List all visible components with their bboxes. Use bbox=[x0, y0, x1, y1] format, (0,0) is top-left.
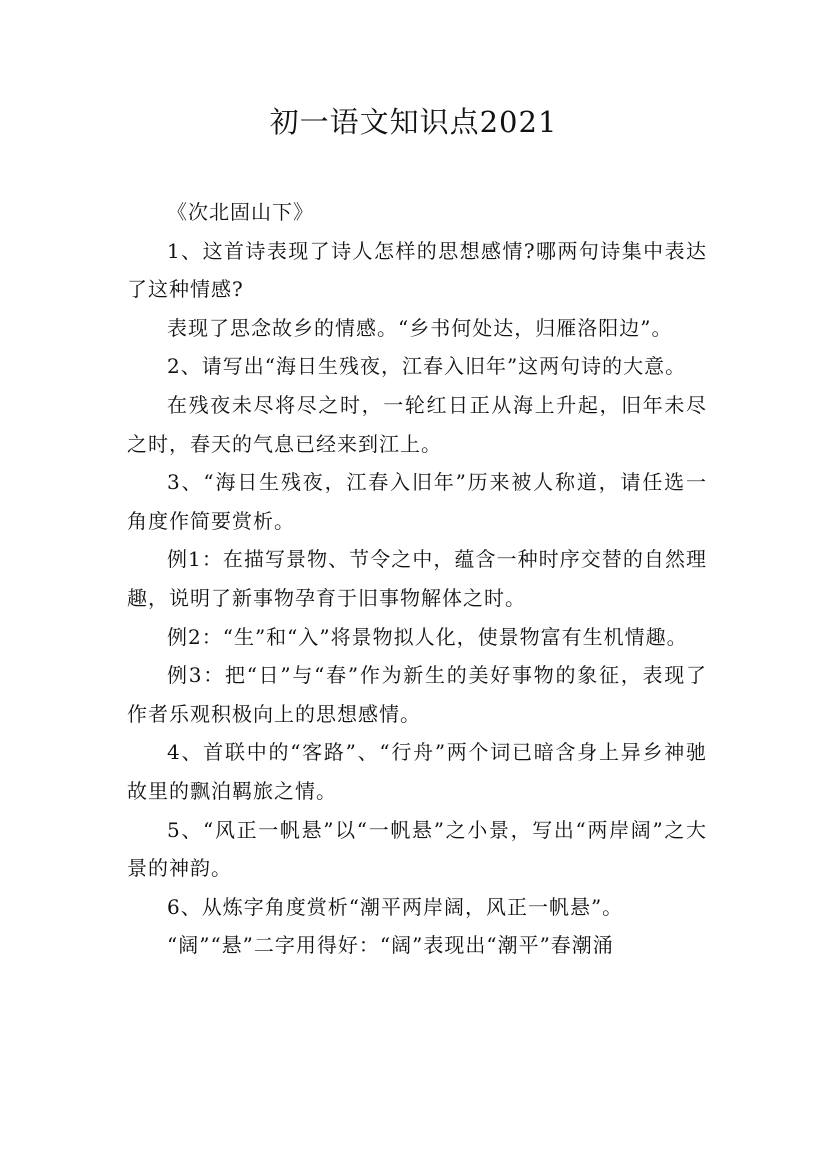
point-5: 5、“风正一帆悬”以“一帆悬”之小景，写出“两岸阔”之大景的神韵。 bbox=[127, 817, 707, 881]
answer-1: 表现了思念故乡的情感。“乡书何处达，归雁洛阳边”。 bbox=[167, 315, 673, 340]
question-2: 2、请写出“海日生残夜，江春入旧年”这两句诗的大意。 bbox=[167, 354, 687, 379]
document-body bbox=[127, 193, 707, 965]
question-1: 1、这首诗表现了诗人怎样的思想感情?哪两句诗集中表达了这种情感? bbox=[127, 238, 707, 302]
question-6: 6、从炼字角度赏析“潮平两岸阔，风正一帆悬”。 bbox=[167, 894, 624, 919]
answer-3-example-1: 例1：在描写景物、节令之中，蕴含一种时序交替的自然理趣，说明了新事物孕育于旧事物解体之时。 bbox=[127, 547, 707, 610]
answer-6: “阔”“悬”二字用得好：“阔”表现出“潮平”春潮涌 bbox=[167, 933, 614, 958]
document-title: 初一语文知识点2021 bbox=[269, 105, 558, 139]
question-3: 3、“海日生残夜，江春入旧年”历来被人称道，请任选一角度作简要赏析。 bbox=[127, 470, 707, 533]
point-4: 4、首联中的“客路”、“行舟”两个词已暗含身上异乡神驰故里的飘泊羁旅之情。 bbox=[127, 740, 707, 803]
answer-3-example-2: 例2：“生”和“入”将景物拟人化，使景物富有生机情趣。 bbox=[167, 624, 688, 649]
answer-2: 在残夜未尽将尽之时，一轮红日正从海上升起，旧年未尽之时，春天的气息已经来到江上。 bbox=[127, 392, 707, 456]
answer-3-example-3: 例3：把“日”与“春”作为新生的美好事物的象征，表现了作者乐观积极向上的思想感情。 bbox=[127, 663, 707, 726]
poem-title: 《次北固山下》 bbox=[167, 200, 314, 224]
